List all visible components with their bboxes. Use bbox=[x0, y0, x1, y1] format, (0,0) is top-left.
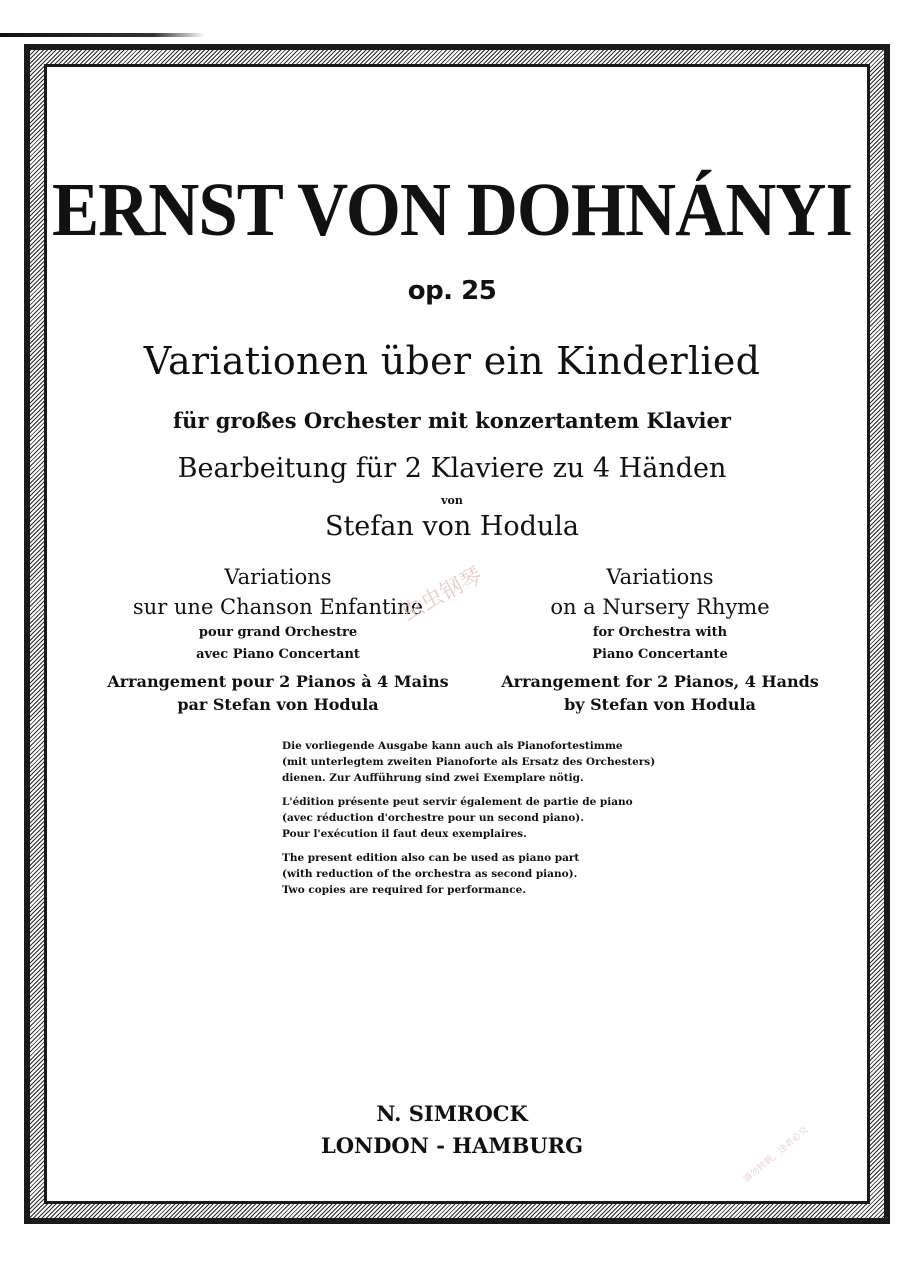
work-subtitle: für großes Orchester mit konzertantem Klavier bbox=[173, 408, 731, 433]
french-heading-1: Variations bbox=[224, 565, 332, 589]
watermark-corner: 请勿转载，违者必究 bbox=[741, 1125, 811, 1185]
publisher-city: LONDON - HAMBURG bbox=[320, 1133, 584, 1158]
french-line-2: avec Piano Concertant bbox=[196, 647, 360, 662]
french-column bbox=[88, 562, 468, 716]
english-arranger: by Stefan von Hodula bbox=[564, 695, 756, 714]
english-arrangement: Arrangement for 2 Pianos, 4 Hands bbox=[501, 672, 819, 691]
publisher-name: N. SIMROCK bbox=[376, 1101, 528, 1126]
english-column bbox=[470, 562, 850, 716]
composer-name: ERNST VON DOHNÁNYI bbox=[51, 168, 853, 252]
watermark-center: 虫虫钢琴 bbox=[397, 563, 487, 627]
note-english: The present edition also can be used as piano part (with reduction of the orchestra as second piano). Two copies are required for performance. bbox=[282, 852, 580, 896]
von-label: von bbox=[441, 494, 463, 507]
french-heading-2: sur une Chanson Enfantine bbox=[132, 595, 424, 619]
english-heading-2: on a Nursery Rhyme bbox=[550, 595, 770, 619]
scan-mark bbox=[0, 33, 205, 37]
english-line-1: for Orchestra with bbox=[592, 625, 728, 640]
french-arranger: par Stefan von Hodula bbox=[177, 695, 379, 714]
arrangement-line: Bearbeitung für 2 Klaviere zu 4 Händen bbox=[177, 453, 727, 484]
note-french: L'édition présente peut servir également de partie de piano (avec réduction d'orchestre pour un second piano). Pour l'exécution il faut deux exemplaires. bbox=[282, 796, 633, 840]
work-title: Variationen über ein Kinderlied bbox=[143, 339, 761, 383]
performance-notes bbox=[282, 738, 752, 906]
note-german: Die vorliegende Ausgabe kann auch als Pianofortestimme (mit unterlegtem zweiten Pianoforte als Ersatz des Orchesters) dienen. Zur Aufführung sind zwei Exemplare nötig. bbox=[282, 740, 656, 784]
english-line-2: Piano Concertante bbox=[592, 647, 728, 662]
english-heading-1: Variations bbox=[606, 565, 714, 589]
french-line-1: pour grand Orchestre bbox=[198, 625, 358, 640]
french-arrangement: Arrangement pour 2 Pianos à 4 Mains bbox=[107, 672, 449, 691]
arranger-name: Stefan von Hodula bbox=[324, 511, 580, 542]
opus-number: op. 25 bbox=[407, 276, 497, 306]
